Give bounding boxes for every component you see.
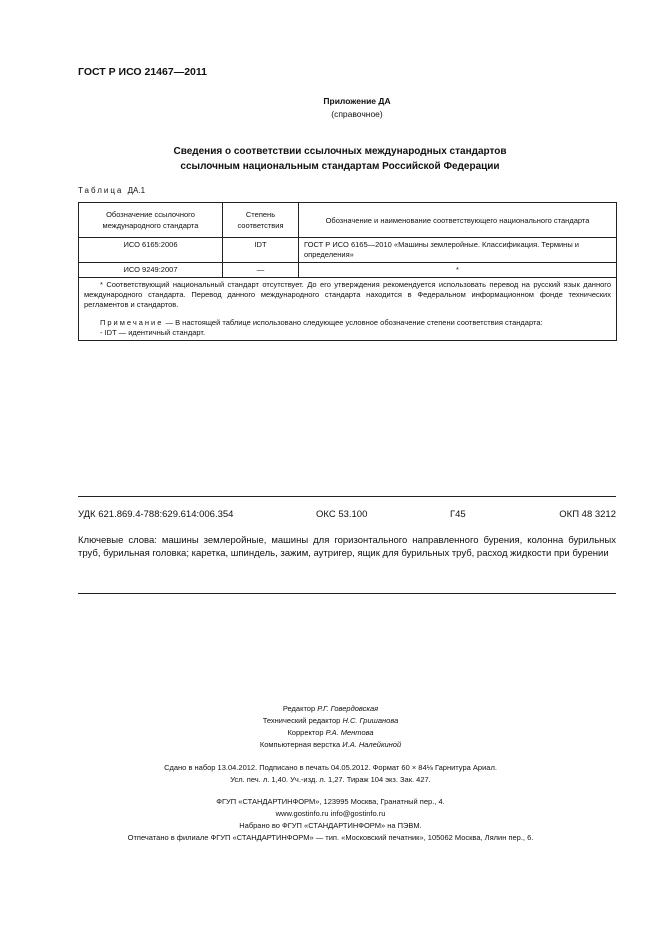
publisher-contacts: www.gostinfo.ru info@gostinfo.ru — [275, 809, 386, 818]
table-header-row — [79, 203, 617, 238]
column-header-intl: Обозначение ссылочного международного стандарта — [79, 203, 223, 238]
cell-intl: ИСО 6165:2006 — [79, 238, 223, 263]
print-info-line-2: Усл. печ. л. 1,40. Уч.-изд. л. 1,27. Тираж 104 экз. Зак. 427. — [230, 775, 431, 784]
note-item: - IDT — идентичный стандарт. — [100, 328, 206, 337]
column-header-national: Обозначение и наименование соответствующего национального стандарта — [299, 203, 617, 238]
credit-tech-editor-name: Н.С. Гришанова — [342, 716, 399, 725]
table-note — [84, 318, 611, 328]
table-notes — [79, 278, 617, 341]
credit-corrector-name: Р.А. Ментова — [325, 728, 374, 737]
credit-layout — [0, 739, 661, 751]
table-footnote: * Соответствующий национальный стандарт отсутствует. До его утверждения рекомендуется использовать перевод на русский язык данного международного стандарта. Перевод данного международного стандарта находится в Федеральном информационном фонде технических регламентов и стандартов. — [84, 280, 611, 309]
table-caption-number: ДА.1 — [127, 186, 146, 195]
cell-intl: ИСО 9249:2007 — [79, 263, 223, 278]
credit-editor-label: Редактор — [282, 704, 316, 713]
publisher-line-1: ФГУП «СТАНДАРТИНФОРМ», 123995 Москва, Гранатный пер., 4. — [216, 797, 445, 806]
note-text: — В настоящей таблице использовано следующее условное обозначение степени соответствия стандарта: — [163, 318, 543, 327]
credit-corrector-label: Корректор — [287, 728, 324, 737]
udk-code: УДК 621.869.4-788:629.614:006.354 — [78, 509, 234, 520]
credit-tech-editor — [0, 715, 661, 727]
credit-layout-label: Компьютерная верстка — [259, 740, 341, 749]
document-code: ГОСТ Р ИСО 21467—2011 — [78, 66, 207, 78]
cell-national: * — [299, 263, 617, 278]
print-info-line-1: Сдано в набор 13.04.2012. Подписано в печать 04.05.2012. Формат 60 × 84⅛ Гарнитура Ариал. — [164, 763, 497, 772]
annex-subtitle: (справочное) — [331, 109, 383, 119]
divider-bottom — [78, 593, 616, 594]
annex-title: Приложение ДА — [323, 96, 391, 106]
credit-editor — [0, 703, 661, 715]
oks-code: ОКС 53.100 — [316, 509, 368, 520]
table-row — [79, 263, 617, 278]
column-header-degree: Степень соответствия — [223, 203, 299, 238]
table-row — [79, 238, 617, 263]
table-notes-row — [79, 278, 617, 341]
note-label: Примечание — [100, 318, 164, 327]
credit-tech-editor-label: Технический редактор — [262, 716, 341, 725]
cell-degree: IDT — [223, 238, 299, 263]
credit-corrector — [0, 727, 661, 739]
credit-editor-name: Р.Г. Говердовская — [317, 704, 379, 713]
cell-degree: — — [223, 263, 299, 278]
section-title-line-1: Сведения о соответствии ссылочных международных стандартов — [173, 146, 507, 157]
group-code: Г45 — [450, 509, 466, 520]
cell-national: ГОСТ Р ИСО 6165—2010 «Машины землеройные. Классификация. Термины и определения» — [299, 238, 617, 263]
keywords: Ключевые слова: машины землеройные, машины для горизонтального направленного бурения, колонна бурильных труб, бурильная головка; каретка, шпиндель, зажим, аутригер, ящик для бурильных труб, расход жидкости при бурении — [78, 535, 616, 559]
correspondence-table — [78, 202, 617, 341]
publisher-line-3: Набрано во ФГУП «СТАНДАРТИНФОРМ» на ПЭВМ. — [239, 821, 422, 830]
table-caption-label: Таблица — [78, 186, 124, 195]
credit-layout-name: И.А. Налейкиной — [342, 740, 402, 749]
publisher-line-4: Отпечатано в филиале ФГУП «СТАНДАРТИНФОРМ» — тип. «Московский печатник», 105062 Москва, Лялин пер., 6. — [127, 833, 534, 842]
divider-top — [78, 496, 616, 497]
section-title-line-2: ссылочным национальным стандартам Российской Федерации — [180, 161, 500, 172]
okp-code: ОКП 48 3212 — [559, 509, 616, 520]
table-caption — [78, 186, 145, 195]
